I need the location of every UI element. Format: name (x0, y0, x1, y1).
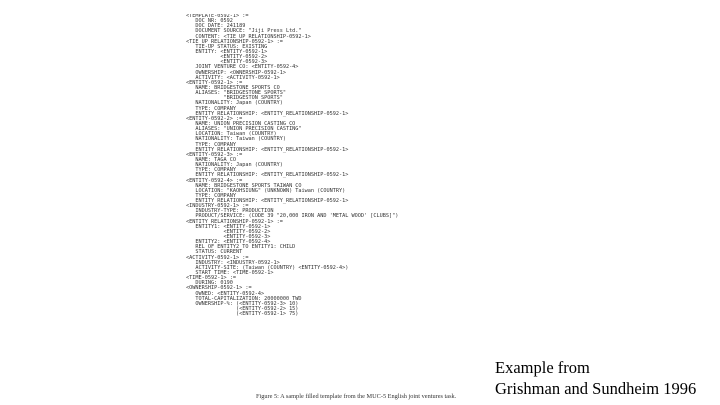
template-line: <ENTITY-0592-3> := (186, 151, 243, 158)
template-line: OWNERSHIP-%: (<ENTITY-0592-3> 10) (186, 300, 299, 307)
template-line: (<ENTITY-0592-2> 15) (186, 306, 299, 313)
template-line: <TIE_UP_RELATIONSHIP-0592-1> := (186, 38, 283, 45)
template-line: LOCATION: "KAOHSIUNG" (UNKNOWN) Taiwan (COUNTRY) (186, 187, 346, 194)
template-line: <ENTITY-0592-2> (186, 228, 271, 235)
template-line: NATIONALITY: Taiwan (COUNTRY) (186, 136, 286, 143)
template-line: ACTIVITY: <ACTIVITY-0592-1> (186, 74, 280, 81)
template-line: CONTENT: <TIE_UP_RELATIONSHIP-0592-1> (186, 33, 311, 40)
template-line: TYPE: COMPANY (186, 105, 236, 112)
template-line: REL OF ENTITY2 TO ENTITY1: CHILD (186, 244, 296, 251)
template-line: <ENTITY-0592-2> := (186, 115, 243, 122)
template-line: NATIONALITY: Japan (COUNTRY) (186, 100, 283, 107)
template-line: JOINT VENTURE CO: <ENTITY-0592-4> (186, 64, 299, 71)
template-line: TOTAL-CAPITALIZATION: 20000000 TWD (186, 295, 302, 302)
template-line: NAME: BRIDGESTONE SPORTS CO (186, 84, 280, 91)
template-line: NAME: UNION PRECISION CASTING CO (186, 120, 296, 127)
source-note-line-2: Grishman and Sundheim 1996 (495, 379, 697, 398)
template-line: <INDUSTRY-0592-1> := (186, 203, 249, 210)
template-line: <ENTITY-0592-1> := (186, 79, 243, 86)
template-line: ENTITY: <ENTITY-0592-1> (186, 48, 268, 55)
template-line: NAME: BRIDGESTONE SPORTS TAIWAN CO (186, 182, 302, 189)
template-line: INDUSTRY-TYPE: PRODUCTION (186, 208, 274, 215)
template-line: <ENTITY-0592-3> (186, 59, 268, 66)
template-line: ENTITY RELATIONSHIP: <ENTITY_RELATIONSHIP-0592-1> (186, 198, 349, 205)
template-line: ENTITY1: <ENTITY-0592-1> (186, 223, 271, 230)
template-line: ENTITY2: <ENTITY-0592-4> (186, 239, 271, 246)
template-line: <TIME-0592-1> := (186, 275, 236, 282)
template-line: PRODUCT/SERVICE: (CODE 39 "20,000 IRON AND 'METAL WOOD' [CLUBS]") (186, 213, 399, 220)
filled-template-listing (186, 14, 516, 390)
template-line: DURING: 0190 (186, 280, 233, 287)
template-line: TIE-UP STATUS: EXISTING (186, 43, 268, 50)
template-line: INDUSTRY: <INDUSTRY-0592-1> (186, 259, 280, 266)
template-line: STATUS: CURRENT (186, 249, 243, 256)
source-note-line-1: Example from (495, 358, 590, 377)
template-line: START TIME: <TIME-0592-1> (186, 270, 274, 277)
template-line: NAME: TAGA CO (186, 156, 236, 163)
template-line: (<ENTITY-0592-1> 75) (186, 311, 299, 318)
template-line: LOCATION: Taiwan (COUNTRY) (186, 131, 277, 138)
template-line: <ENTITY_RELATIONSHIP-0592-1> := (186, 218, 283, 225)
template-line: <ACTIVITY-0592-1> := (186, 254, 249, 261)
template-line: ENTITY RELATIONSHIP: <ENTITY_RELATIONSHIP-0592-1> (186, 172, 349, 179)
template-line: ALIASES: "BRIDGESTONE SPORTS" (186, 90, 286, 97)
template-line: ENTITY RELATIONSHIP: <ENTITY_RELATIONSHIP-0592-1> (186, 110, 349, 117)
template-line: <ENTITY-0592-3> (186, 234, 271, 241)
template-line: "BRIDGESTON SPORTS" (186, 95, 283, 102)
template-line: DOCUMENT SOURCE: "Jiji Press Ltd." (186, 28, 302, 35)
template-line: OWNED: <ENTITY-0592-4> (186, 290, 265, 297)
template-line: OWNERSHIP: <OWNERSHIP-0592-1> (186, 69, 286, 76)
source-note (495, 357, 696, 399)
template-line: <TEMPLATE-0592-1> := (186, 14, 249, 19)
template-line: NATIONALITY: Japan (COUNTRY) (186, 162, 283, 169)
template-line: <OWNERSHIP-0592-1> := (186, 285, 252, 292)
template-line: <ENTITY-0592-2> (186, 54, 268, 61)
template-line: TYPE: COMPANY (186, 141, 236, 148)
template-line: ENTITY RELATIONSHIP: <ENTITY_RELATIONSHIP-0592-1> (186, 146, 349, 153)
template-line: TYPE: COMPANY (186, 192, 236, 199)
template-line: DOC NR: 0592 (186, 18, 233, 25)
template-line: <ENTITY-0592-4> := (186, 177, 243, 184)
template-line: TYPE: COMPANY (186, 167, 236, 174)
figure-caption: Figure 5: A sample filled template from the MUC-5 English joint ventures task. (256, 393, 457, 400)
template-line: ACTIVITY-SITE: (Taiwan (COUNTRY) <ENTITY-0592-4>) (186, 264, 349, 271)
template-line: DOC DATE: 241189 (186, 23, 246, 30)
template-line: ALIASES: "UNION PRECISION CASTING" (186, 126, 302, 133)
